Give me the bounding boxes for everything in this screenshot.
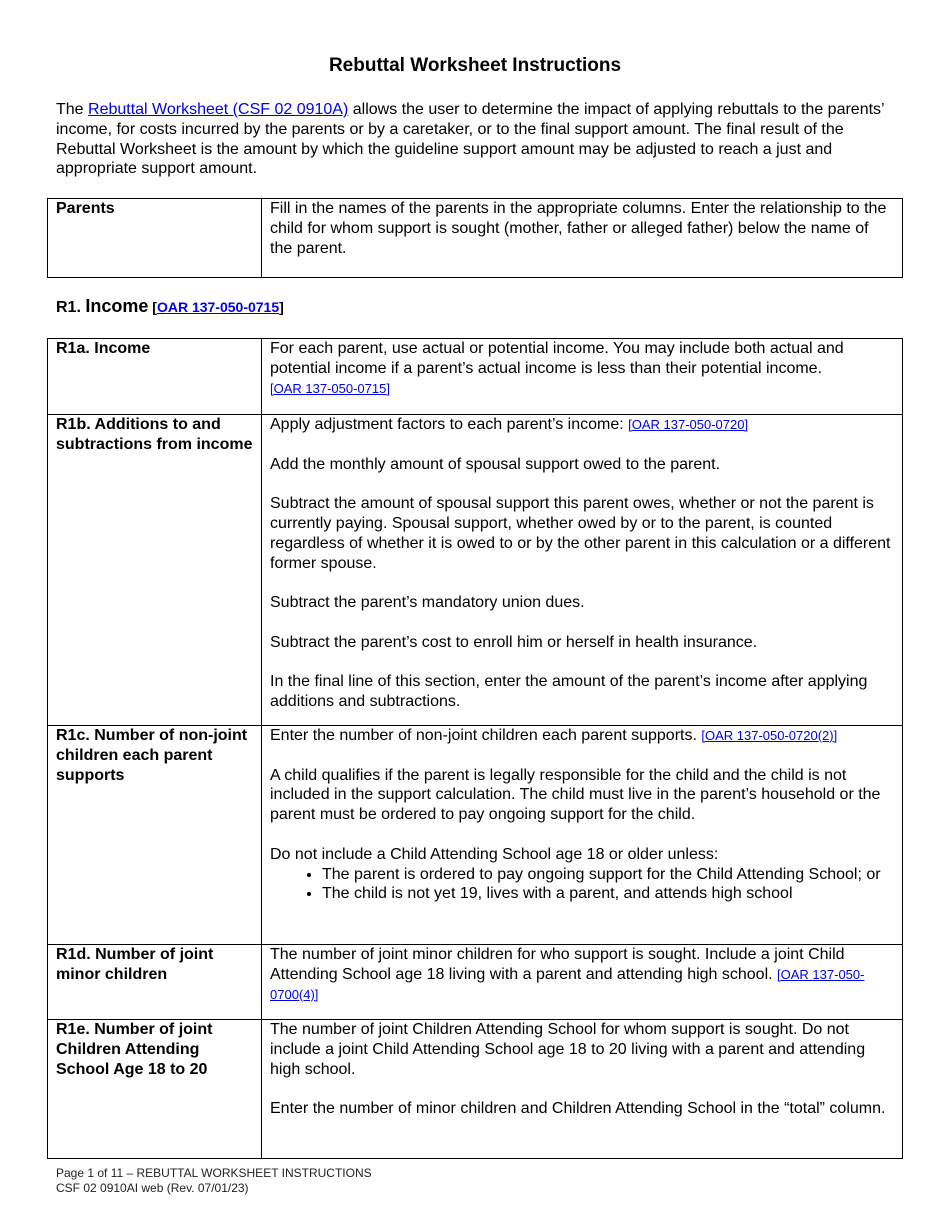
table-row <box>48 415 903 726</box>
intro-text: The <box>56 101 89 118</box>
row-label: R1e. Number of joint Children Attending School Age 18 to 20 <box>48 1020 262 1159</box>
paragraph: Subtract the parent’s mandatory union dues. <box>270 594 585 612</box>
paragraph: A child qualifies if the parent is legally responsible for the child and the child is not included in the support calculation. The child must live in the parent’s household or the parent must be ordered to pay ongoing support for the child. <box>270 766 881 824</box>
paragraph <box>270 415 894 435</box>
bracket: [ <box>148 299 157 315</box>
text: Enter the number of non-joint children each parent supports. <box>270 727 702 744</box>
paragraph <box>270 726 894 746</box>
table-row <box>48 199 903 278</box>
footer-page-info: Page 1 of 11 – REBUTTAL WORKSHEET INSTRUCTIONS <box>56 1166 372 1180</box>
page-title: Rebuttal Worksheet Instructions <box>328 55 622 76</box>
intro-text: allows the user to determine the impact of applying rebuttals to the parents’ income, for costs incurred by the parents or by a caretaker, or to the final support amount. The final result of the Rebuttal Worksheet is the amount by which the guideline support amount may be adjusted to reach a just and appropriate support amount. <box>56 101 884 178</box>
section-number: R1. <box>56 299 86 316</box>
row-label: R1a. Income <box>48 339 262 415</box>
footer-form-id: CSF 02 0910AI web (Rev. 07/01/23) <box>56 1181 249 1195</box>
rebuttal-worksheet-link[interactable]: Rebuttal Worksheet (CSF 02 0910A) <box>88 101 349 118</box>
paragraph: Subtract the parent’s cost to enroll him or herself in health insurance. <box>270 633 758 651</box>
paragraph: Do not include a Child Attending School age 18 or older unless: <box>270 845 719 863</box>
table-row <box>48 1020 903 1159</box>
bullet-list <box>270 865 894 905</box>
oar-link[interactable]: [OAR 137-050-0700(4)] <box>270 966 865 1002</box>
bracket: ] <box>279 299 284 315</box>
section-heading <box>56 297 284 318</box>
row-label: R1b. Additions to and subtractions from income <box>48 415 262 726</box>
text: The number of joint minor children for who support is sought. Include a joint Child Attending School age 18 living with a parent and attending high school. <box>270 946 845 983</box>
row-description <box>262 726 903 945</box>
page-footer <box>56 1166 372 1196</box>
row-description <box>262 945 903 1020</box>
table-row <box>48 339 903 415</box>
income-table <box>47 338 903 1159</box>
text: Apply adjustment factors to each parent’s income: <box>270 416 629 433</box>
paragraph: The number of joint Children Attending School for whom support is sought. Do not include a joint Child Attending School age 18 to 20 living with a parent and attending high school. <box>270 1021 866 1078</box>
oar-link[interactable]: OAR 137-050-0715 <box>156 299 280 315</box>
row-description <box>262 1020 903 1159</box>
oar-link[interactable]: [OAR 137-050-0720] <box>628 417 749 432</box>
text: For each parent, use actual or potential income. You may include both actual and potential income if a parent’s actual income is less than their potential income. <box>270 340 844 377</box>
row-description <box>262 339 903 415</box>
paragraph: Fill in the names of the parents in the appropriate columns. Enter the relationship to the child for whom support is sought (mother, father or alleged father) below the name of the parent. <box>270 200 887 257</box>
paragraph: In the final line of this section, enter the amount of the parent’s income after applying additions and subtractions. <box>270 673 868 711</box>
paragraph <box>270 339 894 398</box>
oar-link[interactable]: [OAR 137-050-0720(2)] <box>701 728 838 743</box>
row-description <box>262 199 903 278</box>
row-description <box>262 415 903 726</box>
paragraph <box>270 945 894 1004</box>
table-row <box>48 726 903 945</box>
intro-paragraph <box>56 100 906 179</box>
list-item: • The parent is ordered to pay ongoing support for the Child Attending School; or <box>322 865 894 885</box>
row-label: R1c. Number of non-joint children each parent supports <box>48 726 262 945</box>
list-item: • The child is not yet 19, lives with a parent, and attends high school <box>322 884 894 904</box>
parents-table <box>47 198 903 278</box>
paragraph: Subtract the amount of spousal support this parent owes, whether or not the parent is currently paying. Spousal support, whether owed by or to the parent, is counted regardless of whether it is owed to or by the other parent in this calculation or a different former spouse. <box>270 495 891 572</box>
paragraph: Add the monthly amount of spousal support owed to the parent. <box>270 455 721 473</box>
section-name: Income <box>85 296 149 316</box>
oar-link[interactable]: [OAR 137-050-0715] <box>270 380 390 396</box>
row-label: R1d. Number of joint minor children <box>48 945 262 1020</box>
table-row <box>48 945 903 1020</box>
row-label: Parents <box>48 199 262 278</box>
paragraph: Enter the number of minor children and Children Attending School in the “total” column. <box>270 1100 886 1118</box>
